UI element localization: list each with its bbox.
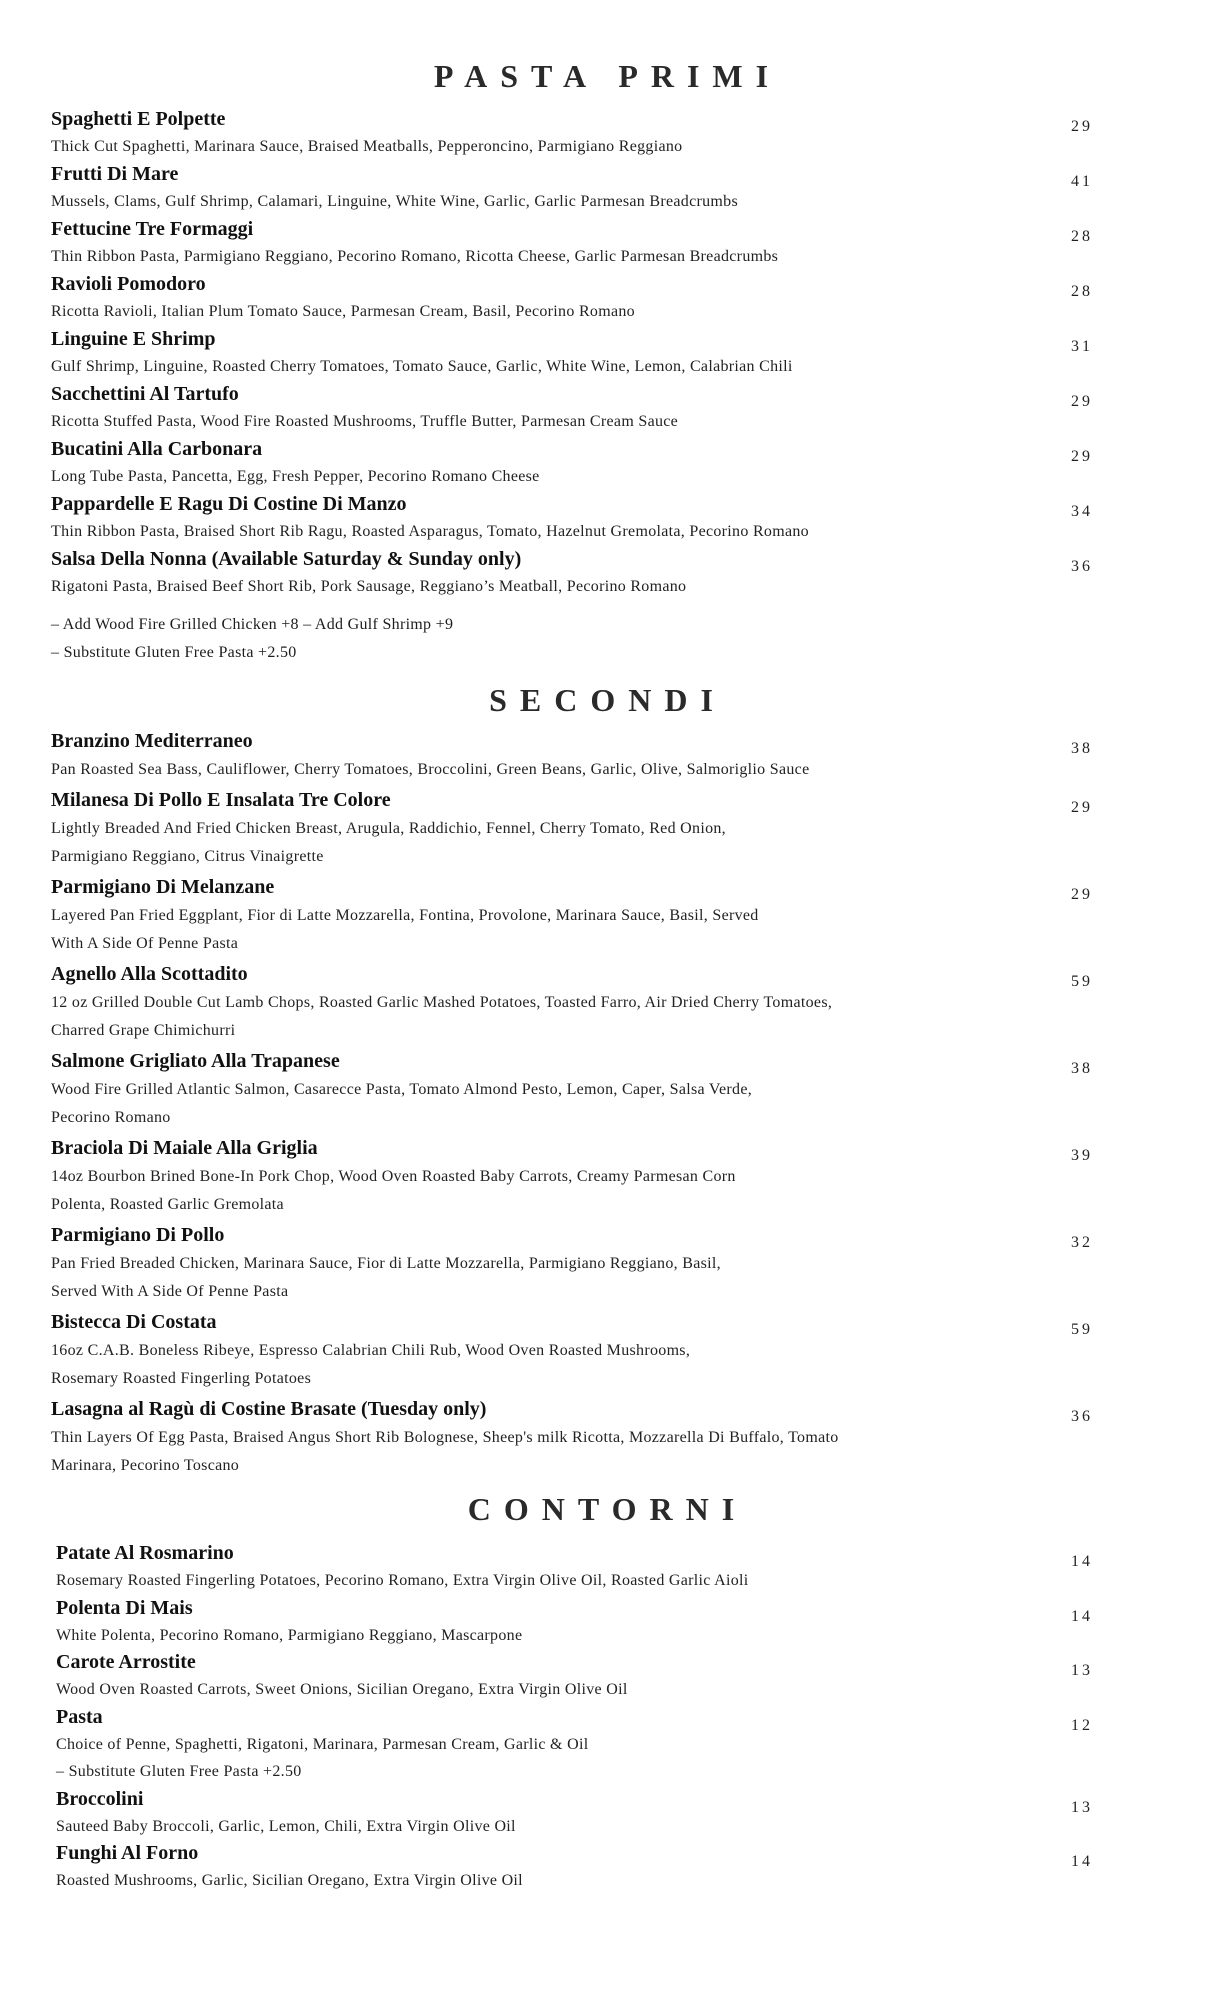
menu-item: [51, 1394, 1111, 1481]
menu-item-price: 59: [1071, 1320, 1093, 1338]
section-title-secondi: SECONDI: [489, 682, 726, 718]
menu-item-description: – Substitute Gluten Free Pasta +2.50: [56, 1763, 302, 1780]
menu-item-description: 12 oz Grilled Double Cut Lamb Chops, Roasted Garlic Mashed Potatoes, Toasted Farro, Air Dried Cherry Tomatoes,: [51, 993, 833, 1011]
menu-item-price: 29: [1071, 448, 1093, 465]
menu-item-name: Braciola Di Maiale Alla Griglia: [51, 1136, 318, 1159]
menu-item-description: Served With A Side Of Penne Pasta: [51, 1283, 289, 1300]
menu-item-description: Pan Fried Breaded Chicken, Marinara Sauce, Fior di Latte Mozzarella, Parmigiano Reggiano, Basil,: [51, 1254, 721, 1272]
menu-item-name: Bistecca Di Costata: [51, 1310, 217, 1333]
menu-item-price: 14: [1071, 1553, 1093, 1570]
menu-item-name: Funghi Al Forno: [56, 1842, 199, 1864]
menu-item-name: Pasta: [56, 1705, 103, 1728]
menu-item-price: 29: [1071, 118, 1093, 135]
menu-item-name: Linguine E Shrimp: [51, 328, 216, 350]
menu-item-price: 28: [1071, 283, 1093, 300]
menu-item: [51, 491, 1111, 546]
menu-item-description: White Polenta, Pecorino Romano, Parmigiano Reggiano, Mascarpone: [56, 1626, 523, 1644]
menu-item-price: 41: [1071, 173, 1093, 190]
menu-item: [51, 959, 1111, 1046]
menu-item-description: Thin Ribbon Pasta, Parmigiano Reggiano, Pecorino Romano, Ricotta Cheese, Garlic Parmesan Breadcrumbs: [51, 248, 779, 265]
menu-item-description: Mussels, Clams, Gulf Shrimp, Calamari, Linguine, White Wine, Garlic, Garlic Parmesan Breadcrumbs: [51, 193, 738, 210]
menu-item: [51, 106, 1111, 161]
menu-item-description: Parmigiano Reggiano, Citrus Vinaigrette: [51, 848, 324, 865]
menu-item-name: Fettucine Tre Formaggi: [51, 218, 254, 240]
menu-item: [56, 1786, 1116, 1841]
menu-item-price: 39: [1071, 1146, 1093, 1164]
contorni-list: [56, 1540, 1116, 1895]
menu-item-name: Frutti Di Mare: [51, 163, 179, 185]
menu-item-price: 13: [1071, 1662, 1093, 1679]
menu-item: [51, 381, 1111, 436]
menu-item-name: Pappardelle E Ragu Di Costine Di Manzo: [51, 493, 407, 515]
menu-item-name: Sacchettini Al Tartufo: [51, 383, 239, 405]
menu-item: [51, 436, 1111, 491]
menu-item-description: Pan Roasted Sea Bass, Cauliflower, Cherry Tomatoes, Broccolini, Green Beans, Garlic, Olive, Salmoriglio Sauce: [51, 761, 810, 778]
menu-item-description: Layered Pan Fried Eggplant, Fior di Latte Mozzarella, Fontina, Provolone, Marinara Sauce, Basil, Served: [51, 906, 759, 924]
menu-item-description: Choice of Penne, Spaghetti, Rigatoni, Marinara, Parmesan Cream, Garlic & Oil: [56, 1735, 589, 1753]
addon-note: – Substitute Gluten Free Pasta +2.50: [51, 644, 297, 661]
menu-item-name: Carote Arrostite: [56, 1651, 196, 1673]
menu-item-name: Ravioli Pomodoro: [51, 273, 206, 295]
menu-item-description: Rosemary Roasted Fingerling Potatoes: [51, 1370, 312, 1387]
menu-item-price: 36: [1071, 1407, 1093, 1425]
section-title-pasta-primi: PASTA PRIMI: [433, 58, 782, 94]
menu-item-price: 59: [1071, 972, 1093, 990]
menu-item: [56, 1704, 1116, 1786]
menu-item: [51, 1307, 1111, 1394]
menu-item: [51, 216, 1111, 271]
section-title-contorni: CONTORNI: [467, 1491, 748, 1527]
menu-item-price: 32: [1071, 1233, 1093, 1251]
menu-item-price: 12: [1071, 1716, 1093, 1734]
menu-item-price: 29: [1071, 798, 1093, 816]
menu-item-price: 29: [1071, 393, 1093, 410]
menu-item-description: Pecorino Romano: [51, 1109, 171, 1126]
menu-item-description: Rigatoni Pasta, Braised Beef Short Rib, Pork Sausage, Reggiano’s Meatball, Pecorino Romano: [51, 578, 687, 595]
menu-item: [51, 161, 1111, 216]
menu-item-name: Spaghetti E Polpette: [51, 108, 226, 130]
menu-item: [56, 1840, 1116, 1895]
menu-item-description: Marinara, Pecorino Toscano: [51, 1457, 240, 1474]
menu-item: [51, 1220, 1111, 1307]
menu-item-price: 13: [1071, 1798, 1093, 1816]
menu-item-name: Branzino Mediterraneo: [51, 730, 253, 752]
menu-item-description: Thick Cut Spaghetti, Marinara Sauce, Braised Meatballs, Pepperoncino, Parmigiano Reggiano: [51, 138, 683, 155]
menu-item-name: Agnello Alla Scottadito: [51, 962, 248, 985]
menu-item-price: 31: [1071, 338, 1093, 355]
menu-item-description: Sauteed Baby Broccoli, Garlic, Lemon, Chili, Extra Virgin Olive Oil: [56, 1817, 516, 1835]
menu-item-price: 29: [1071, 885, 1093, 903]
menu-item-price: 36: [1071, 558, 1093, 575]
addon-note: – Add Wood Fire Grilled Chicken +8 – Add Gulf Shrimp +9: [51, 616, 454, 633]
pasta-addons-notes: [51, 611, 453, 667]
menu-item-description: 16oz C.A.B. Boneless Ribeye, Espresso Calabrian Chili Rub, Wood Oven Roasted Mushrooms,: [51, 1341, 691, 1359]
menu-item-description: Rosemary Roasted Fingerling Potatoes, Pecorino Romano, Extra Virgin Olive Oil, Roasted Garlic Aioli: [56, 1572, 749, 1589]
menu-item-description: Wood Oven Roasted Carrots, Sweet Onions, Sicilian Oregano, Extra Virgin Olive Oil: [56, 1681, 628, 1698]
menu-item: [56, 1540, 1116, 1595]
menu-item-description: Gulf Shrimp, Linguine, Roasted Cherry Tomatoes, Tomato Sauce, Garlic, White Wine, Lemon, Calabrian Chili: [51, 358, 793, 375]
menu-item-name: Bucatini Alla Carbonara: [51, 438, 263, 460]
menu-item-price: 38: [1071, 1059, 1093, 1077]
menu-item-name: Parmigiano Di Pollo: [51, 1223, 225, 1246]
pasta-primi-list: [51, 106, 1111, 601]
menu-item: [51, 546, 1111, 601]
menu-item-description: 14oz Bourbon Brined Bone-In Pork Chop, Wood Oven Roasted Baby Carrots, Creamy Parmesan Corn: [51, 1167, 736, 1185]
menu-item: [51, 872, 1111, 959]
menu-item: [51, 1046, 1111, 1133]
menu-item-description: Thin Ribbon Pasta, Braised Short Rib Ragu, Roasted Asparagus, Tomato, Hazelnut Gremolata, Pecorino Romano: [51, 523, 809, 540]
menu-item-name: Patate Al Rosmarino: [56, 1542, 234, 1564]
menu-item-description: Ricotta Ravioli, Italian Plum Tomato Sauce, Parmesan Cream, Basil, Pecorino Romano: [51, 303, 635, 320]
menu-item-description: Lightly Breaded And Fried Chicken Breast, Arugula, Raddichio, Fennel, Cherry Tomato, Red Onion,: [51, 819, 726, 837]
menu-item: [51, 1133, 1111, 1220]
menu-item-price: 28: [1071, 228, 1093, 245]
menu-item: [56, 1649, 1116, 1704]
menu-item-description: Long Tube Pasta, Pancetta, Egg, Fresh Pepper, Pecorino Romano Cheese: [51, 468, 540, 485]
menu-item: [51, 726, 1111, 785]
secondi-list: [51, 726, 1111, 1481]
menu-item-description: With A Side Of Penne Pasta: [51, 935, 239, 952]
menu-item-name: Lasagna al Ragù di Costine Brasate (Tuesday only): [51, 1397, 487, 1420]
menu-item-name: Parmigiano Di Melanzane: [51, 875, 275, 898]
menu-item-name: Broccolini: [56, 1787, 144, 1810]
menu-item-price: 34: [1071, 503, 1093, 520]
menu-item-description: Polenta, Roasted Garlic Gremolata: [51, 1196, 284, 1213]
menu-item-description: Thin Layers Of Egg Pasta, Braised Angus Short Rib Bolognese, Sheep's milk Ricotta, Mozzarella Di Buffalo, Tomato: [51, 1428, 839, 1446]
menu-item-description: Wood Fire Grilled Atlantic Salmon, Casarecce Pasta, Tomato Almond Pesto, Lemon, Caper, Salsa Verde,: [51, 1080, 753, 1098]
menu-item-description: Ricotta Stuffed Pasta, Wood Fire Roasted Mushrooms, Truffle Butter, Parmesan Cream Sauce: [51, 413, 679, 430]
menu-item: [56, 1595, 1116, 1650]
menu-item-price: 14: [1071, 1853, 1093, 1870]
menu-item-name: Polenta Di Mais: [56, 1596, 193, 1619]
menu-item-price: 38: [1071, 740, 1093, 757]
menu-item-name: Salsa Della Nonna (Available Saturday & Sunday only): [51, 548, 522, 570]
menu-item: [51, 271, 1111, 326]
menu-item-price: 14: [1071, 1607, 1093, 1625]
menu-item: [51, 785, 1111, 872]
menu-item-description: Roasted Mushrooms, Garlic, Sicilian Oregano, Extra Virgin Olive Oil: [56, 1872, 523, 1889]
menu-item-description: Charred Grape Chimichurri: [51, 1022, 236, 1039]
menu-item: [51, 326, 1111, 381]
menu-item-name: Salmone Grigliato Alla Trapanese: [51, 1049, 340, 1072]
menu-item-name: Milanesa Di Pollo E Insalata Tre Colore: [51, 788, 391, 811]
